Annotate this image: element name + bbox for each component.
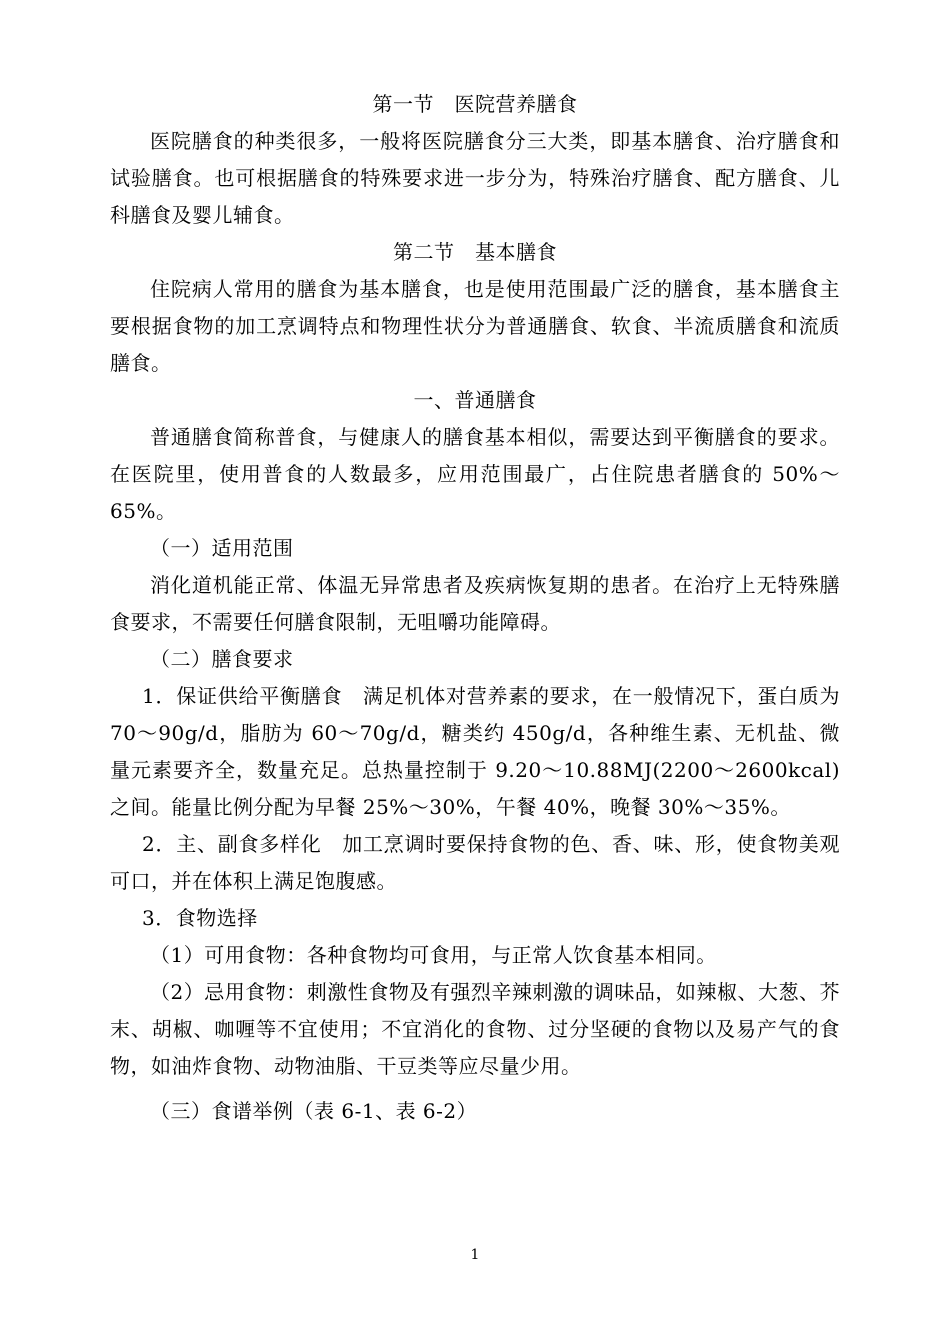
- subsection-heading-general-diet: 一、普通膳食: [413, 388, 537, 412]
- page-number: 1: [470, 1247, 480, 1263]
- paragraph-allowed-foods: （1）可用食物：各种食物均可食用，与正常人饮食基本相同。: [150, 943, 717, 967]
- paragraph-avoid-foods: （2）忌用食物：刺激性食物及有强烈辛辣刺激的调味品，如辣椒、大葱、芥末、胡椒、咖喱等不宜使用；不宜消化的食物、过分坚硬的食物以及易产气的食物，如油炸食物、动物油脂、干豆类等应尽量少用。: [110, 980, 840, 1078]
- subheading-scope: （一）适用范围: [150, 536, 294, 560]
- paragraph-requirement-2: 2．主、副食多样化 加工烹调时要保持食物的色、香、味、形，使食物美观可口，并在体积上满足饱腹感。: [110, 832, 840, 893]
- document-body: [110, 86, 840, 1130]
- paragraph-intro: 医院膳食的种类很多，一般将医院膳食分三大类，即基本膳食、治疗膳食和试验膳食。也可根据膳食的特殊要求进一步分为，特殊治疗膳食、配方膳食、儿科膳食及婴儿辅食。: [110, 129, 840, 227]
- paragraph-requirement-3: 3．食物选择: [142, 906, 258, 930]
- section-heading-2: 第二节 基本膳食: [393, 240, 557, 264]
- section-heading-1: 第一节 医院营养膳食: [372, 92, 578, 116]
- paragraph-general-diet: 普通膳食简称普食，与健康人的膳食基本相似，需要达到平衡膳食的要求。在医院里，使用普食的人数最多，应用范围最广，占住院患者膳食的 50%～65%。: [110, 425, 840, 523]
- paragraph-scope: 消化道机能正常、体温无异常患者及疾病恢复期的患者。在治疗上无特殊膳食要求，不需要任何膳食限制，无咀嚼功能障碍。: [110, 573, 840, 634]
- paragraph-basic-diet: 住院病人常用的膳食为基本膳食，也是使用范围最广泛的膳食，基本膳食主要根据食物的加工烹调特点和物理性状分为普通膳食、软食、半流质膳食和流质膳食。: [110, 277, 840, 375]
- subheading-requirements: （二）膳食要求: [150, 647, 294, 671]
- paragraph-requirement-1: 1．保证供给平衡膳食 满足机体对营养素的要求，在一般情况下，蛋白质为 70～90g/d，脂肪为 60～70g/d，糖类约 450g/d，各种维生素、无机盐、微量元素要齐全，数量充足。总热量控制于 9.20～10.88MJ(2200～2600kcal)之间。能量比例分配为早餐 25%～30%，午餐 40%，晚餐 30%～35%。: [110, 684, 840, 819]
- subheading-menu-example: （三）食谱举例（表 6-1、表 6-2）: [150, 1099, 478, 1123]
